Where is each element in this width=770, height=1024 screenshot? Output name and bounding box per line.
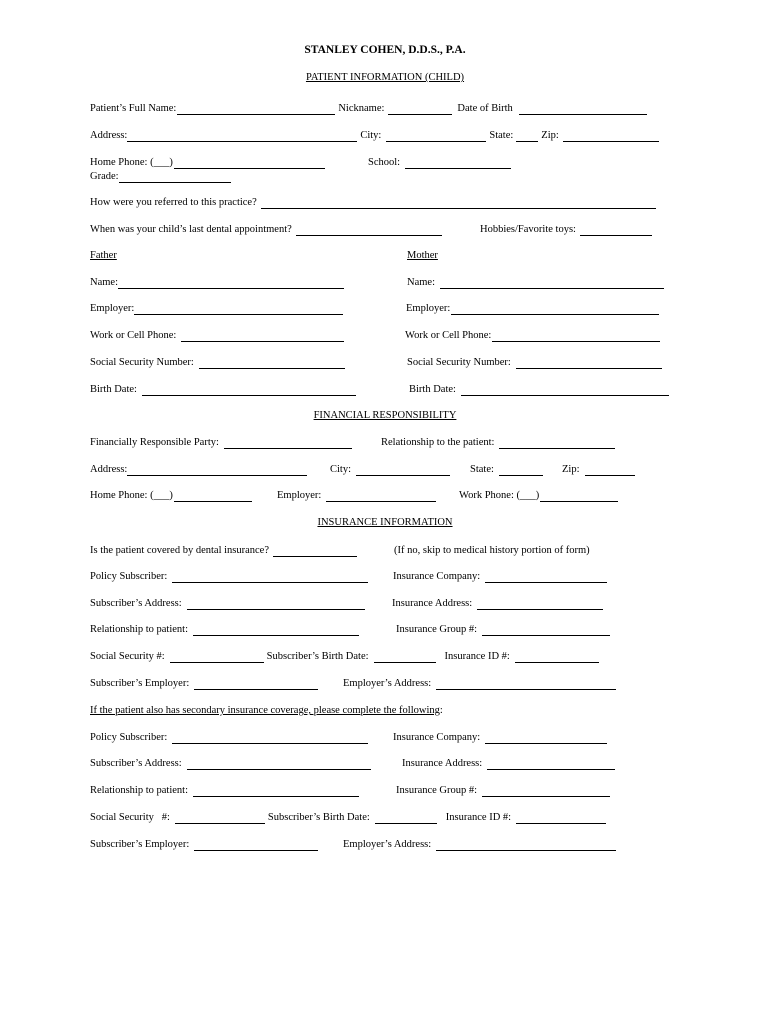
secondary-subscriber-employer-label: Subscriber’s Employer: xyxy=(90,839,190,850)
school-label: School: xyxy=(368,157,401,168)
last-appointment-field[interactable] xyxy=(296,224,442,236)
secondary-insurance-address-row xyxy=(402,757,618,770)
secondary-relationship-field[interactable] xyxy=(193,785,359,797)
primary-subscriber-birth-label: Subscriber’s Birth Date: xyxy=(266,651,369,662)
secondary-subscriber-birth-field[interactable] xyxy=(375,812,437,824)
primary-insurance-company-field[interactable] xyxy=(485,571,607,583)
grade-label: Grade: xyxy=(90,171,119,182)
mother-ssn-label: Social Security Number: xyxy=(407,357,511,368)
father-phone-row xyxy=(90,329,347,342)
secondary-subscriber-address-field[interactable] xyxy=(187,758,371,770)
nickname-field[interactable] xyxy=(388,103,452,115)
father-ssn-row xyxy=(90,356,348,369)
financial-party-label: Financially Responsible Party: xyxy=(90,437,219,448)
father-birth-row xyxy=(90,383,359,396)
state-label: State: xyxy=(489,130,514,141)
father-name-label: Name: xyxy=(90,277,118,288)
financial-home-phone-label: Home Phone: (___) xyxy=(90,490,173,501)
hobbies-field[interactable] xyxy=(580,224,652,236)
secondary-insurance-note: If the patient also has secondary insurance coverage, please complete the following : xyxy=(90,705,443,716)
referred-label: How were you referred to this practice? xyxy=(90,197,257,208)
row-patient-phone xyxy=(90,156,328,169)
row-hobbies xyxy=(480,223,655,236)
mother-heading: Mother xyxy=(407,250,438,261)
primary-insurance-address-field[interactable] xyxy=(477,598,603,610)
row-patient-school xyxy=(368,156,514,169)
row-patient-grade xyxy=(90,170,234,183)
financial-employer-label: Employer: xyxy=(277,490,322,501)
financial-city-field[interactable] xyxy=(356,464,450,476)
primary-subscriber-address-field[interactable] xyxy=(187,598,365,610)
primary-insurance-address-row xyxy=(392,597,606,610)
father-name-field[interactable] xyxy=(118,277,344,289)
row-last-appointment xyxy=(90,223,445,236)
secondary-note-text: If the patient also has secondary insurance coverage, please complete the following xyxy=(90,705,440,716)
secondary-employer-address-field[interactable] xyxy=(436,839,616,851)
mother-name-field[interactable] xyxy=(440,277,664,289)
primary-subscriber-employer-row xyxy=(90,677,321,690)
father-employer-label: Employer: xyxy=(90,303,135,314)
secondary-policy-subscriber-field[interactable] xyxy=(172,732,368,744)
grade-field[interactable] xyxy=(119,171,231,183)
insurance-covered-field[interactable] xyxy=(273,545,357,557)
secondary-insurance-address-label: Insurance Address: xyxy=(402,758,483,769)
secondary-group-row xyxy=(396,784,613,797)
secondary-subscriber-employer-field[interactable] xyxy=(194,839,318,851)
primary-policy-subscriber-field[interactable] xyxy=(172,571,368,583)
father-ssn-field[interactable] xyxy=(199,357,345,369)
financial-work-phone-field[interactable] xyxy=(540,490,618,502)
secondary-group-field[interactable] xyxy=(482,785,610,797)
financial-zip-label: Zip: xyxy=(562,464,580,475)
primary-group-field[interactable] xyxy=(482,624,610,636)
secondary-insurance-id-label: Insurance ID #: xyxy=(445,812,512,823)
nickname-label: Nickname: xyxy=(338,103,385,114)
secondary-ssn-field[interactable] xyxy=(175,812,265,824)
secondary-ssn-row xyxy=(90,811,609,824)
primary-subscriber-birth-field[interactable] xyxy=(374,651,436,663)
mother-phone-label: Work or Cell Phone: xyxy=(405,330,492,341)
secondary-policy-subscriber-label: Policy Subscriber: xyxy=(90,732,168,743)
secondary-insurance-company-row xyxy=(393,731,610,744)
state-field[interactable] xyxy=(516,130,538,142)
zip-field[interactable] xyxy=(563,130,659,142)
section-heading-financial: FINANCIAL RESPONSIBILITY xyxy=(313,410,457,421)
dob-field[interactable] xyxy=(519,103,647,115)
row-patient-address xyxy=(90,129,662,142)
mother-employer-field[interactable] xyxy=(451,303,659,315)
financial-address-field[interactable] xyxy=(127,464,307,476)
father-ssn-label: Social Security Number: xyxy=(90,357,194,368)
financial-work-phone-label: Work Phone: (___) xyxy=(459,490,540,501)
row-referred xyxy=(90,196,659,209)
secondary-employer-address-row xyxy=(343,838,619,851)
mother-birth-field[interactable] xyxy=(461,384,669,396)
page-title: STANLEY COHEN, D.D.S., P.A. xyxy=(304,44,466,56)
last-appointment-label: When was your child’s last dental appointment? xyxy=(90,224,292,235)
primary-group-label: Insurance Group #: xyxy=(396,624,478,635)
row-patient-name xyxy=(90,102,650,115)
primary-employer-address-label: Employer’s Address: xyxy=(343,678,432,689)
mother-employer-row xyxy=(406,302,662,315)
secondary-insurance-company-label: Insurance Company: xyxy=(393,732,481,743)
primary-policy-subscriber-label: Policy Subscriber: xyxy=(90,571,168,582)
father-birth-field[interactable] xyxy=(142,384,356,396)
mother-birth-row xyxy=(409,383,672,396)
primary-subscriber-employer-field[interactable] xyxy=(194,678,318,690)
school-field[interactable] xyxy=(405,157,511,169)
financial-relationship-field[interactable] xyxy=(499,437,615,449)
financial-relationship-row xyxy=(381,436,618,449)
primary-subscriber-address-row xyxy=(90,597,368,610)
dob-label: Date of Birth xyxy=(457,103,513,114)
financial-city-row xyxy=(330,463,453,476)
financial-employer-row xyxy=(277,489,439,502)
financial-home-phone-field[interactable] xyxy=(174,490,252,502)
secondary-subscriber-address-row xyxy=(90,757,374,770)
primary-ssn-label: Social Security #: xyxy=(90,651,165,662)
full-name-label: Patient’s Full Name: xyxy=(90,103,177,114)
father-name-row xyxy=(90,276,347,289)
primary-relationship-field[interactable] xyxy=(193,624,359,636)
insurance-skip-note: (If no, skip to medical history portion of form) xyxy=(394,545,590,556)
financial-state-row xyxy=(470,463,546,476)
secondary-insurance-address-field[interactable] xyxy=(487,758,615,770)
financial-state-field[interactable] xyxy=(499,464,543,476)
financial-relationship-label: Relationship to the patient: xyxy=(381,437,495,448)
secondary-insurance-id-field[interactable] xyxy=(516,812,606,824)
primary-employer-address-field[interactable] xyxy=(436,678,616,690)
primary-relationship-label: Relationship to patient: xyxy=(90,624,188,635)
secondary-insurance-company-field[interactable] xyxy=(485,732,607,744)
insurance-covered-label: Is the patient covered by dental insurance? xyxy=(90,545,270,556)
secondary-subscriber-employer-row xyxy=(90,838,321,851)
primary-insurance-company-label: Insurance Company: xyxy=(393,571,481,582)
primary-insurance-id-label: Insurance ID #: xyxy=(444,651,510,662)
financial-state-label: State: xyxy=(470,464,494,475)
mother-ssn-field[interactable] xyxy=(516,357,662,369)
primary-insurance-company-row xyxy=(393,570,610,583)
mother-name-label: Name: xyxy=(407,277,435,288)
secondary-subscriber-birth-label: Subscriber’s Birth Date: xyxy=(267,812,370,823)
mother-birth-label: Birth Date: xyxy=(409,384,456,395)
mother-name-row xyxy=(407,276,667,289)
section-heading-patient: PATIENT INFORMATION (CHILD) xyxy=(305,72,465,83)
mother-employer-label: Employer: xyxy=(406,303,451,314)
secondary-policy-subscriber-row xyxy=(90,731,371,744)
father-employer-field[interactable] xyxy=(134,303,343,315)
financial-address-label: Address: xyxy=(90,464,128,475)
primary-subscriber-employer-label: Subscriber’s Employer: xyxy=(90,678,190,689)
financial-zip-row xyxy=(562,463,638,476)
insurance-covered-row xyxy=(90,544,360,557)
secondary-employer-address-label: Employer’s Address: xyxy=(343,839,432,850)
father-heading: Father xyxy=(90,250,117,261)
address-label: Address: xyxy=(90,130,128,141)
secondary-ssn-label: Social Security #: xyxy=(90,812,170,823)
financial-party-row xyxy=(90,436,355,449)
address-field[interactable] xyxy=(127,130,357,142)
financial-work-phone-row xyxy=(459,489,621,502)
mother-ssn-row xyxy=(407,356,665,369)
city-field[interactable] xyxy=(386,130,486,142)
financial-home-phone-row xyxy=(90,489,255,502)
primary-ssn-field[interactable] xyxy=(170,651,264,663)
primary-insurance-id-field[interactable] xyxy=(515,651,599,663)
hobbies-label: Hobbies/Favorite toys: xyxy=(480,224,576,235)
primary-insurance-address-label: Insurance Address: xyxy=(392,598,473,609)
referred-field[interactable] xyxy=(261,197,656,209)
father-phone-field[interactable] xyxy=(181,330,344,342)
father-birth-label: Birth Date: xyxy=(90,384,137,395)
home-phone-label: Home Phone: (___) xyxy=(90,157,173,168)
section-heading-insurance: INSURANCE INFORMATION xyxy=(317,517,453,528)
financial-zip-field[interactable] xyxy=(585,464,635,476)
primary-policy-subscriber-row xyxy=(90,570,371,583)
financial-city-label: City: xyxy=(330,464,352,475)
father-employer-row xyxy=(90,302,346,315)
primary-subscriber-address-label: Subscriber’s Address: xyxy=(90,598,182,609)
mother-phone-field[interactable] xyxy=(492,330,660,342)
primary-relationship-row xyxy=(90,623,362,636)
secondary-subscriber-address-label: Subscriber’s Address: xyxy=(90,758,182,769)
primary-group-row xyxy=(396,623,613,636)
home-phone-field[interactable] xyxy=(174,157,325,169)
secondary-relationship-label: Relationship to patient: xyxy=(90,785,188,796)
financial-employer-field[interactable] xyxy=(326,490,436,502)
primary-ssn-row xyxy=(90,650,602,663)
financial-address-row xyxy=(90,463,310,476)
primary-employer-address-row xyxy=(343,677,619,690)
secondary-group-label: Insurance Group #: xyxy=(396,785,478,796)
father-phone-label: Work or Cell Phone: xyxy=(90,330,177,341)
city-label: City: xyxy=(360,130,382,141)
financial-party-field[interactable] xyxy=(224,437,352,449)
full-name-field[interactable] xyxy=(177,103,335,115)
secondary-relationship-row xyxy=(90,784,362,797)
mother-phone-row xyxy=(405,329,663,342)
zip-label: Zip: xyxy=(541,130,559,141)
